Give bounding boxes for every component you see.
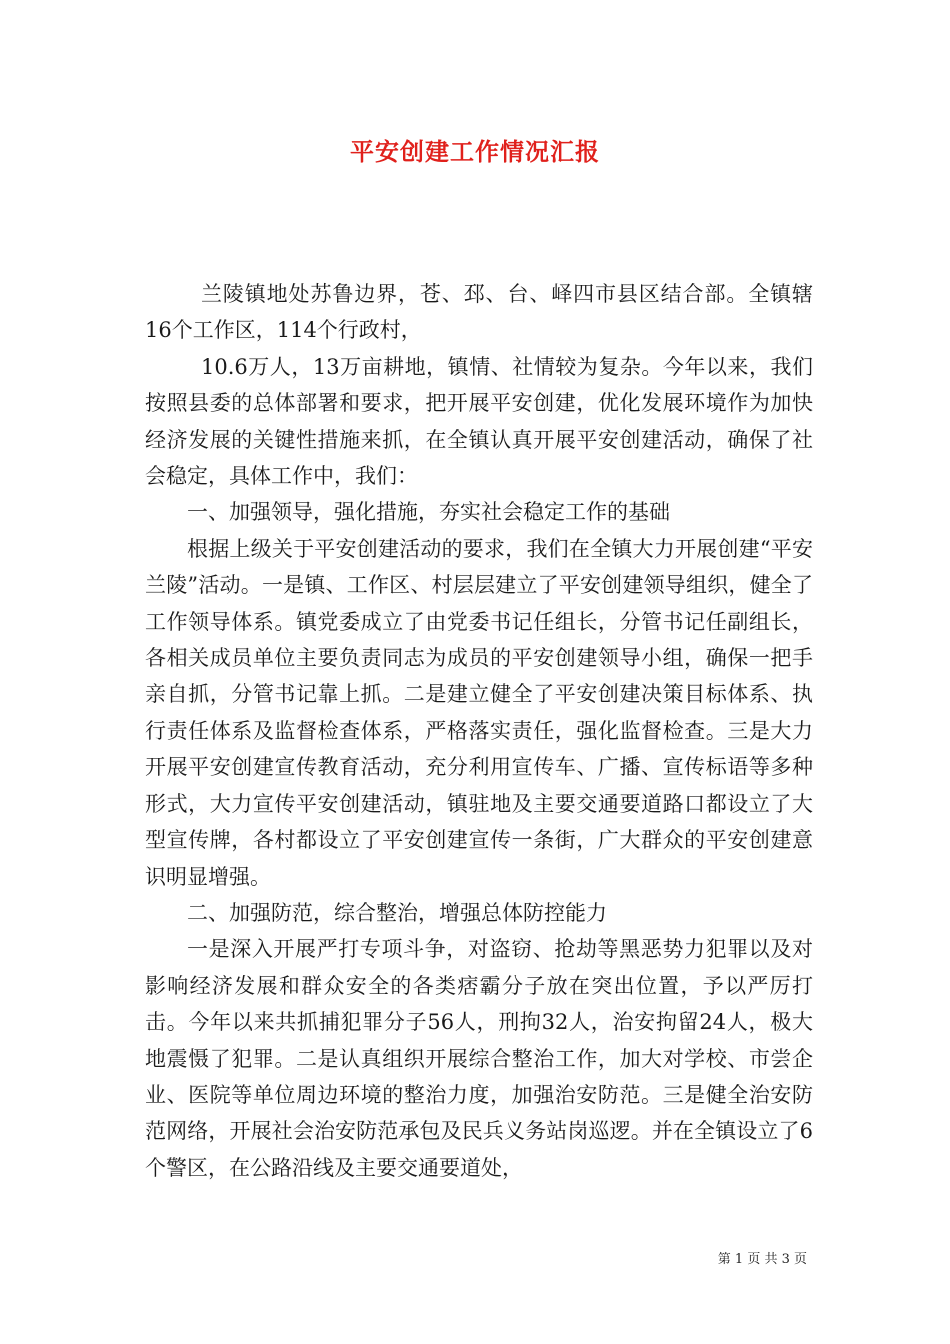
section-heading-1: 一、加强领导，强化措施，夯实社会稳定工作的基础 [187,500,670,525]
paragraph-section-1: 根据上级关于平安创建活动的要求，我们在全镇大力开展创建“平安兰陵”活动。一是镇、工作区、村层层建立了平安创建领导组织，健全了工作领导体系。镇党委成立了由党委书记任组长，分管书记任副组长，各相关成员单位主要负责同志为成员的平安创建领导小组，确保一把手亲自抓，分管书记靠上抓。二是建立健全了平安创建决策目标体系、执行责任体系及监督检查体系，严格落实责任，强化监督检查。三是大力开展平安创建宣传教育活动，充分利用宣传车、广播、宣传标语等多种形式，大力宣传平安创建活动，镇驻地及主要交通要道路口都设立了大型宣传牌，各村都设立了平安创建宣传一条街，广大群众的平安创建意识明显增强。 [145,536,813,889]
paragraph-section-2: 一是深入开展严打专项斗争，对盗窃、抢劫等黑恶势力犯罪以及对影响经济发展和群众安全的各类痞霸分子放在突出位置，予以严厉打击。今年以来共抓捕犯罪分子56人，刑拘32人，治安拘留24人，极大地震慑了犯罪。二是认真组织开展综合整治工作，加大对学校、市尝企业、医院等单位周边环境的整治力度，加强治安防范。三是健全治安防范网络，开展社会治安防范承包及民兵义务站岗巡逻。并在全镇设立了6个警区，在公路沿线及主要交通要道处， [145,937,813,1180]
paragraph-overview: 10.6万人，13万亩耕地，镇情、社情较为复杂。今年以来，我们按照县委的总体部署和要求，把开展平安创建，优化发展环境作为加快经济发展的关键性措施来抓，在全镇认真开展平安创建活动，确保了社会稳定，具体工作中，我们： [145,354,813,489]
section-heading-2: 二、加强防范，综合整治，增强总体防控能力 [187,900,607,925]
page-number: 第 1 页 共 3 页 [717,1252,807,1267]
document-body [145,276,813,1186]
document-title: 平安创建工作情况汇报 [350,137,600,166]
paragraph-intro: 兰陵镇地处苏鲁边界，苍、邳、台、峄四市县区结合部。全镇辖16个工作区，114个行政村， [145,282,813,343]
